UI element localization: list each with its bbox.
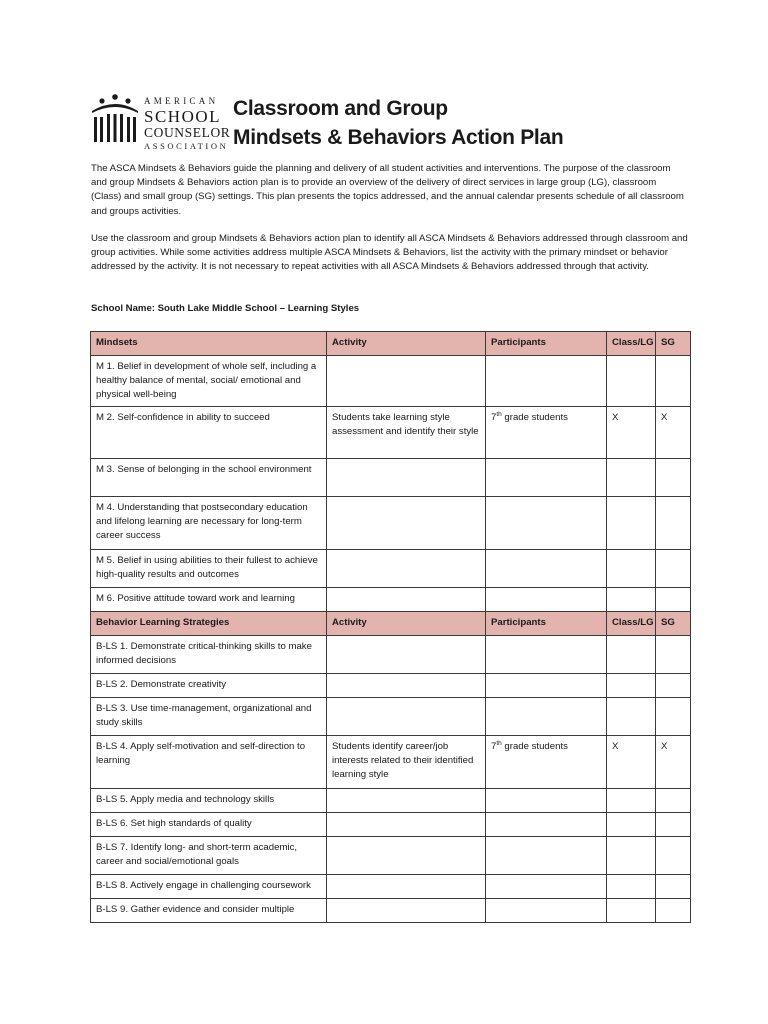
participants-cell bbox=[486, 673, 607, 697]
logo-line-1: AMERICAN bbox=[144, 96, 219, 106]
action-plan-table bbox=[90, 331, 691, 923]
activity-cell bbox=[327, 458, 486, 496]
asca-logo bbox=[90, 93, 231, 151]
logo-line-2: SCHOOL bbox=[144, 107, 222, 126]
activity-cell: Students identify career/job interests related to their identified learning style bbox=[327, 735, 486, 788]
activity-cell bbox=[327, 836, 486, 874]
class-lg-cell bbox=[607, 673, 656, 697]
class-lg-cell bbox=[607, 874, 656, 898]
behavior-item-cell: B-LS 1. Demonstrate critical-thinking skills to make informed decisions bbox=[91, 635, 327, 673]
behavior-item-cell: B-LS 5. Apply media and technology skills bbox=[91, 788, 327, 812]
class-lg-cell bbox=[607, 549, 656, 587]
participants-cell bbox=[486, 406, 607, 458]
activity-cell bbox=[327, 496, 486, 549]
mindsets-header-cell: Mindsets bbox=[91, 332, 327, 356]
class-lg-cell bbox=[607, 836, 656, 874]
behavior-item-cell: B-LS 6. Set high standards of quality bbox=[91, 812, 327, 836]
participants-text: grade students bbox=[501, 411, 568, 423]
sg-cell bbox=[656, 356, 691, 407]
behaviors-header-cell: Class/LG bbox=[607, 611, 656, 635]
behaviors-header-cell: SG bbox=[656, 611, 691, 635]
class-lg-cell bbox=[607, 812, 656, 836]
participants-cell bbox=[486, 635, 607, 673]
mindset-row bbox=[91, 549, 691, 587]
mindsets-header-cell: SG bbox=[656, 332, 691, 356]
behavior-row bbox=[91, 673, 691, 697]
mindset-item-cell: M 3. Sense of belonging in the school environment bbox=[91, 458, 327, 496]
sg-cell bbox=[656, 458, 691, 496]
participants-cell bbox=[486, 697, 607, 735]
logo-line-4: ASSOCIATION bbox=[144, 140, 229, 151]
behavior-item-cell: B-LS 2. Demonstrate creativity bbox=[91, 673, 327, 697]
sg-cell bbox=[656, 836, 691, 874]
class-lg-cell bbox=[607, 356, 656, 407]
mindset-item-cell: M 2. Self-confidence in ability to succeed bbox=[91, 406, 327, 458]
behaviors-header-row bbox=[91, 611, 691, 635]
logo-wordmark bbox=[144, 97, 230, 150]
activity-cell bbox=[327, 812, 486, 836]
participants-cell bbox=[486, 549, 607, 587]
sg-cell bbox=[656, 697, 691, 735]
sg-cell: X bbox=[656, 406, 691, 458]
intro-paragraph-2: Use the classroom and group Mindsets & Behaviors action plan to identify all ASCA Mindsets & Behaviors addressed through classroom and group activities. While some activities address multiple ASCA Mindsets & Behaviors, list the activity with the primary mindset or behavior addressed by the activity. It is not necessary to repeat activities with all ASCA Mindsets & Behaviors addressed through that activity. bbox=[91, 233, 688, 273]
mindsets-header-row bbox=[91, 332, 691, 356]
participants-cell bbox=[486, 356, 607, 407]
mindset-item-cell: M 5. Belief in using abilities to their fullest to achieve high-quality results and outcomes bbox=[91, 549, 327, 587]
activity-cell bbox=[327, 874, 486, 898]
behavior-row bbox=[91, 874, 691, 898]
sg-cell bbox=[656, 874, 691, 898]
grade-ordinal: th bbox=[496, 410, 502, 418]
class-lg-cell bbox=[607, 697, 656, 735]
behaviors-header-cell: Participants bbox=[486, 611, 607, 635]
class-lg-cell bbox=[607, 788, 656, 812]
sg-cell bbox=[656, 673, 691, 697]
sg-cell: X bbox=[656, 735, 691, 788]
sg-cell bbox=[656, 496, 691, 549]
class-lg-cell bbox=[607, 635, 656, 673]
behavior-row bbox=[91, 812, 691, 836]
grade-number: 7 bbox=[491, 740, 497, 752]
behavior-row bbox=[91, 735, 691, 788]
behavior-item-cell: B-LS 3. Use time-management, organizational and study skills bbox=[91, 697, 327, 735]
title-line-2: Mindsets & Behaviors Action Plan bbox=[233, 126, 564, 149]
class-lg-cell: X bbox=[607, 735, 656, 788]
sg-cell bbox=[656, 635, 691, 673]
activity-cell bbox=[327, 587, 486, 611]
activity-cell bbox=[327, 549, 486, 587]
participants-cell bbox=[486, 735, 607, 788]
behavior-row bbox=[91, 697, 691, 735]
title-line-1: Classroom and Group bbox=[233, 97, 448, 120]
behavior-row bbox=[91, 898, 691, 922]
intro-paragraph-1: The ASCA Mindsets & Behaviors guide the planning and delivery of all student activities and interventions. The purpose of the classroom and group Mindsets & Behaviors action plan is to provide an overview of the delivery of direct services in large group (LG), classroom (Class) and small group (SG) settings. This plan presents the topics addressed, and the annual calendar presents schedule of all classroom and groups activities. bbox=[91, 163, 684, 217]
mindset-item-cell: M 4. Understanding that postsecondary education and lifelong learning are necessary for long-term career success bbox=[91, 496, 327, 549]
participants-cell bbox=[486, 587, 607, 611]
activity-cell bbox=[327, 697, 486, 735]
participants-cell bbox=[486, 458, 607, 496]
class-lg-cell bbox=[607, 496, 656, 549]
behavior-row bbox=[91, 836, 691, 874]
activity-cell bbox=[327, 356, 486, 407]
behavior-item-cell: B-LS 8. Actively engage in challenging coursework bbox=[91, 874, 327, 898]
grade-ordinal: th bbox=[496, 739, 502, 747]
behavior-row bbox=[91, 788, 691, 812]
participants-cell bbox=[486, 812, 607, 836]
school-name-label: School Name: South Lake Middle School – Learning Styles bbox=[91, 303, 360, 314]
activity-cell bbox=[327, 898, 486, 922]
sg-cell bbox=[656, 898, 691, 922]
activity-cell bbox=[327, 788, 486, 812]
mindset-row bbox=[91, 406, 691, 458]
class-lg-cell bbox=[607, 458, 656, 496]
behavior-item-cell: B-LS 4. Apply self-motivation and self-direction to learning bbox=[91, 735, 327, 788]
grade-number: 7 bbox=[491, 411, 497, 423]
activity-cell bbox=[327, 635, 486, 673]
participants-cell bbox=[486, 898, 607, 922]
participants-text: grade students bbox=[501, 740, 568, 752]
sg-cell bbox=[656, 549, 691, 587]
logo-line-3: COUNSELOR bbox=[144, 125, 231, 140]
mindset-item-cell: M 1. Belief in development of whole self, including a healthy balance of mental, social/ emotional and physical well-being bbox=[91, 356, 327, 407]
mindset-row bbox=[91, 356, 691, 407]
participants-cell bbox=[486, 874, 607, 898]
activity-cell: Students take learning style assessment and identify their style bbox=[327, 406, 486, 458]
behaviors-header-cell: Behavior Learning Strategies bbox=[91, 611, 327, 635]
participants-cell bbox=[486, 836, 607, 874]
asca-figures-icon bbox=[90, 93, 140, 145]
mindset-item-cell: M 6. Positive attitude toward work and learning bbox=[91, 587, 327, 611]
page-title bbox=[233, 94, 563, 152]
behavior-row bbox=[91, 635, 691, 673]
mindsets-header-cell: Participants bbox=[486, 332, 607, 356]
mindsets-header-cell: Class/LG bbox=[607, 332, 656, 356]
mindsets-header-cell: Activity bbox=[327, 332, 486, 356]
behavior-item-cell: B-LS 9. Gather evidence and consider multiple bbox=[91, 898, 327, 922]
behaviors-header-cell: Activity bbox=[327, 611, 486, 635]
sg-cell bbox=[656, 812, 691, 836]
mindset-row bbox=[91, 458, 691, 496]
mindset-row bbox=[91, 496, 691, 549]
participants-cell bbox=[486, 496, 607, 549]
activity-cell bbox=[327, 673, 486, 697]
sg-cell bbox=[656, 587, 691, 611]
class-lg-cell bbox=[607, 898, 656, 922]
class-lg-cell bbox=[607, 587, 656, 611]
class-lg-cell: X bbox=[607, 406, 656, 458]
mindset-row bbox=[91, 587, 691, 611]
behavior-item-cell: B-LS 7. Identify long- and short-term academic, career and social/emotional goals bbox=[91, 836, 327, 874]
participants-cell bbox=[486, 788, 607, 812]
sg-cell bbox=[656, 788, 691, 812]
